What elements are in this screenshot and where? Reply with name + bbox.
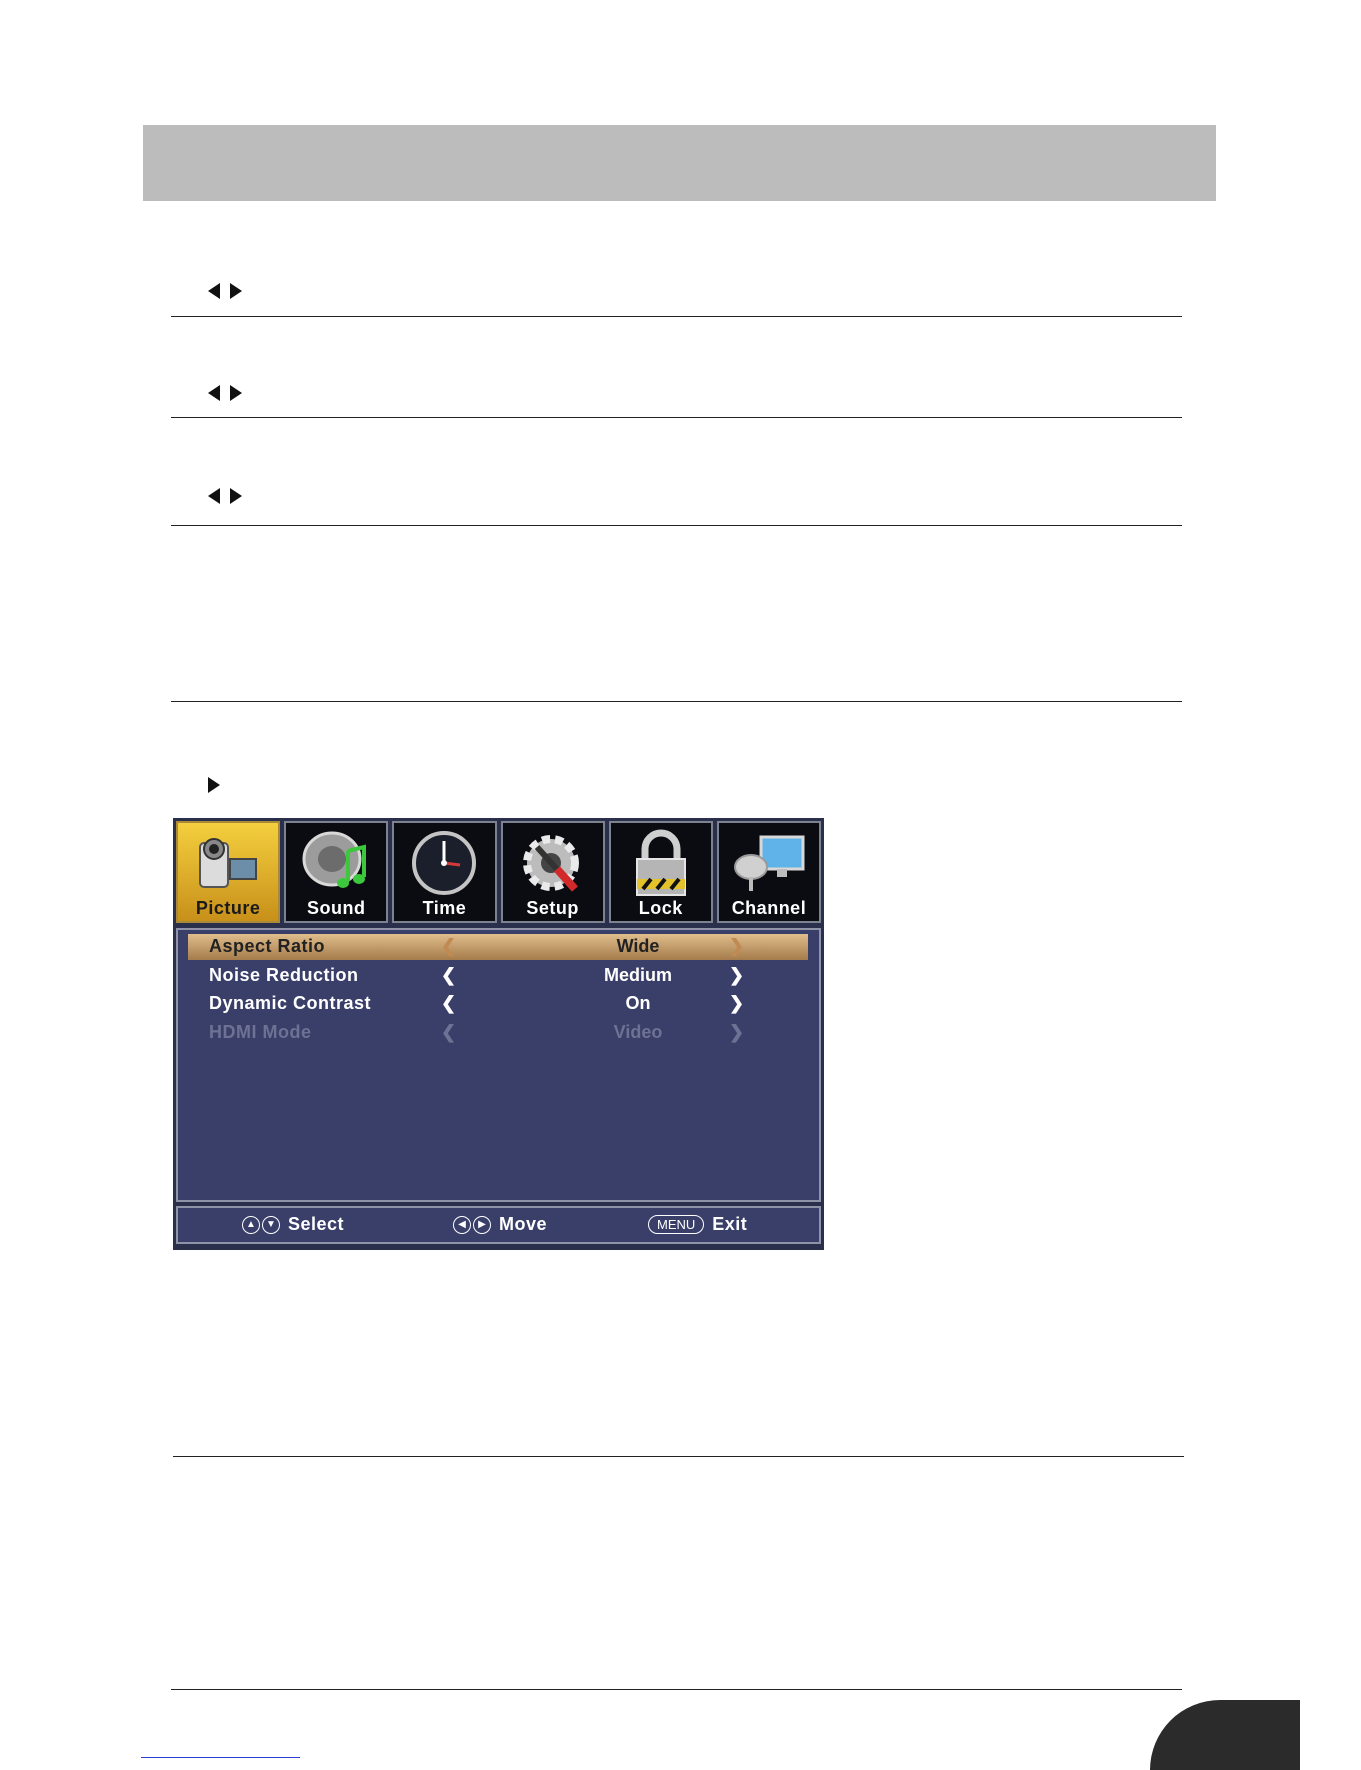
chevron-right-icon: ❯: [729, 1022, 745, 1042]
right-arrow-icon: [230, 488, 242, 504]
up-button-icon: ▲: [242, 1216, 260, 1234]
left-right-buttons-icon: [453, 1216, 491, 1234]
osd-tab-bar: [176, 821, 821, 923]
left-button-icon: ◀: [453, 1216, 471, 1234]
picture-settings-list: [176, 928, 821, 1202]
tab-label: Sound: [307, 898, 366, 918]
row-value: On: [625, 993, 651, 1013]
divider: [171, 316, 1182, 317]
clock-icon: [404, 829, 484, 899]
row-value: Video: [613, 1022, 663, 1042]
left-arrow-icon: [208, 488, 220, 504]
menu-row-dynamic-contrast[interactable]: [188, 991, 808, 1017]
move-hint: [453, 1214, 547, 1235]
chevron-left-icon[interactable]: ❮: [441, 993, 457, 1013]
section-header-bar: [143, 125, 1216, 201]
tab-label: Picture: [195, 898, 261, 918]
chevron-left-icon: ❮: [441, 1022, 457, 1042]
up-down-buttons-icon: [242, 1216, 280, 1234]
divider: [171, 417, 1182, 418]
menu-row-noise-reduction[interactable]: [188, 963, 808, 989]
gear-wrench-icon: [513, 829, 593, 899]
exit-label: Exit: [712, 1214, 748, 1234]
right-button-icon: ▶: [473, 1216, 491, 1234]
tab-time[interactable]: [392, 821, 496, 923]
tab-setup[interactable]: [501, 821, 605, 923]
tab-picture[interactable]: [176, 821, 280, 923]
row-label: HDMI Mode: [209, 1022, 312, 1042]
satellite-dish-icon: [729, 829, 809, 899]
left-arrow-icon: [208, 385, 220, 401]
menu-key-icon: MENU: [648, 1215, 704, 1234]
select-hint: [242, 1214, 344, 1235]
tab-label: Lock: [638, 898, 683, 918]
footer-link-underline[interactable]: [141, 1757, 300, 1758]
move-label: Move: [499, 1214, 548, 1234]
chevron-left-icon[interactable]: ❮: [441, 936, 457, 956]
tab-lock[interactable]: [609, 821, 713, 923]
camcorder-icon: [188, 829, 268, 899]
chevron-left-icon[interactable]: ❮: [441, 965, 457, 985]
divider: [173, 1456, 1184, 1457]
left-arrow-icon: [208, 283, 220, 299]
tv-osd-menu: [173, 818, 824, 1250]
speaker-music-icon: [296, 829, 376, 899]
right-arrow-marker: [208, 777, 220, 793]
row-value: Medium: [603, 965, 672, 985]
chevron-right-icon[interactable]: ❯: [729, 936, 745, 956]
tab-label: Setup: [526, 898, 579, 918]
exit-hint: [648, 1214, 747, 1235]
osd-help-bar: [176, 1206, 821, 1244]
row-label: Dynamic Contrast: [209, 993, 372, 1013]
menu-row-hdmi-mode: [188, 1020, 808, 1046]
menu-row-aspect-ratio[interactable]: [188, 934, 808, 960]
left-right-arrows: [208, 385, 242, 401]
row-label: Aspect Ratio: [209, 936, 326, 956]
tab-sound[interactable]: [284, 821, 388, 923]
padlock-icon: [621, 829, 701, 899]
right-arrow-icon: [230, 385, 242, 401]
divider: [171, 701, 1182, 702]
left-right-arrows: [208, 488, 242, 504]
chevron-right-icon[interactable]: ❯: [729, 993, 745, 1013]
tab-label: Channel: [731, 898, 807, 918]
row-label: Noise Reduction: [209, 965, 359, 985]
tab-channel[interactable]: [717, 821, 821, 923]
select-label: Select: [288, 1214, 345, 1234]
right-arrow-icon: [208, 777, 220, 793]
row-value: Wide: [616, 936, 660, 956]
divider: [171, 1689, 1182, 1690]
page-number-tab: [1150, 1700, 1300, 1770]
divider: [171, 525, 1182, 526]
left-right-arrows: [208, 283, 242, 299]
down-button-icon: ▼: [262, 1216, 280, 1234]
right-arrow-icon: [230, 283, 242, 299]
chevron-right-icon[interactable]: ❯: [729, 965, 745, 985]
tab-label: Time: [422, 898, 467, 918]
